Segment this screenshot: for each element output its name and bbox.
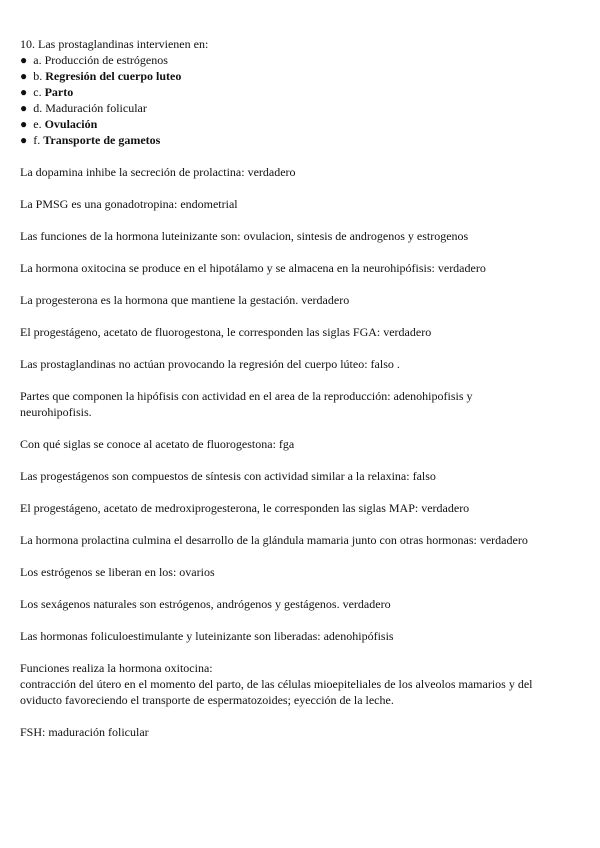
bullet-icon: ● <box>20 133 28 147</box>
statement: Las hormonas foliculoestimulante y luteinizante son liberadas: adenohipófisis <box>20 629 394 643</box>
oxitocina-heading: Funciones realiza la hormona oxitocina: <box>20 661 213 675</box>
options-list <box>20 52 540 148</box>
statement: Las funciones de la hormona luteinizante son: ovulacion, sintesis de androgenos y estrogenos <box>20 229 469 243</box>
statement: El progestágeno, acetato de fluorogestona, le corresponden las siglas FGA: verdadero <box>20 325 432 339</box>
option-letter: c. <box>33 85 42 99</box>
option-letter: e. <box>33 117 42 131</box>
option-item <box>20 68 540 84</box>
statement: La hormona oxitocina se produce en el hipotálamo y se almacena en la neurohipófisis: verdadero <box>20 261 486 275</box>
option-letter: f. <box>33 133 41 147</box>
question-title: 10. Las prostaglandinas intervienen en: <box>20 37 209 51</box>
statement: El progestágeno, acetato de medroxiprogesterona, le corresponden las siglas MAP: verdadero <box>20 501 470 515</box>
bullet-icon: ● <box>20 53 28 67</box>
option-text: Transporte de gametos <box>43 133 161 147</box>
bullet-icon: ● <box>20 101 28 115</box>
option-item <box>20 132 540 148</box>
statement: La PMSG es una gonadotropina: endometrial <box>20 197 238 211</box>
option-item <box>20 84 540 100</box>
statement: Las progestágenos son compuestos de síntesis con actividad similar a la relaxina: falso <box>20 469 436 483</box>
statement: Las prostaglandinas no actúan provocando la regresión del cuerpo lúteo: falso . <box>20 357 400 371</box>
option-text: Parto <box>44 85 74 99</box>
statement: Los sexágenos naturales son estrógenos, andrógenos y gestágenos. verdadero <box>20 597 391 611</box>
bullet-icon: ● <box>20 85 28 99</box>
statement: La hormona prolactina culmina el desarrollo de la glándula mamaria junto con otras hormonas: verdadero <box>20 533 528 547</box>
option-item <box>20 116 540 132</box>
option-item <box>20 52 540 68</box>
option-text: Maduración folicular <box>45 101 147 115</box>
option-letter: b. <box>33 69 43 83</box>
option-text: Regresión del cuerpo luteo <box>45 69 182 83</box>
statement: Con qué siglas se conoce al acetato de fluorogestona: fga <box>20 437 295 451</box>
option-item <box>20 100 540 116</box>
option-text: Ovulación <box>44 117 98 131</box>
bullet-icon: ● <box>20 69 28 83</box>
oxitocina-body: contracción del útero en el momento del parto, de las células mioepiteliales de los alveolos mamarios y del oviducto favoreciendo el transporte de espermatozoides; eyección de la leche. <box>20 677 533 707</box>
statement: La progesterona es la hormona que mantiene la gestación. verdadero <box>20 293 350 307</box>
statement-last: FSH: maduración folicular <box>20 725 149 739</box>
option-letter: a. <box>33 53 42 67</box>
statement: Partes que componen la hipófisis con actividad en el area de la reproducción: adenohipofisis y neurohipofisis. <box>20 389 473 419</box>
statement: La dopamina inhibe la secreción de prolactina: verdadero <box>20 165 296 179</box>
option-text: Producción de estrógenos <box>44 53 168 67</box>
statement: Los estrógenos se liberan en los: ovarios <box>20 565 215 579</box>
option-letter: d. <box>33 101 43 115</box>
bullet-icon: ● <box>20 117 28 131</box>
